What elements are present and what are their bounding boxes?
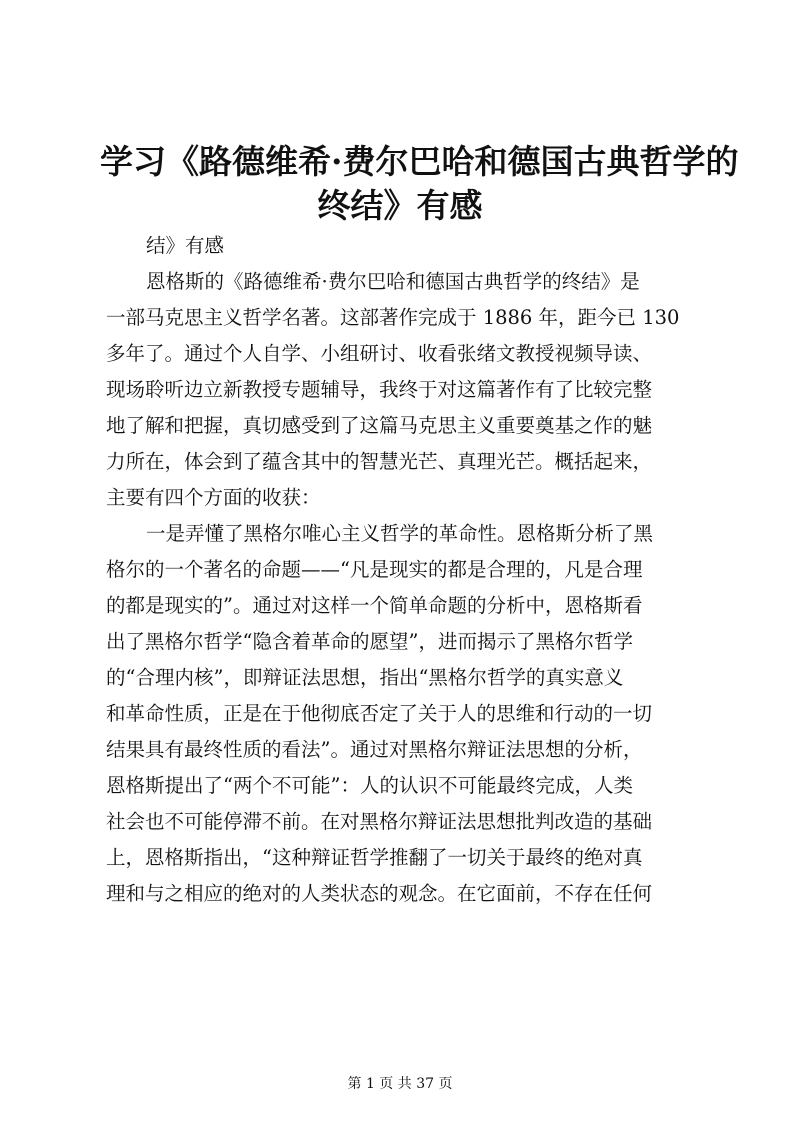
title-line: 终结》有感 (317, 186, 483, 225)
paragraph-line: 出了黑格尔哲学“隐含着革命的愿望”，进而揭示了黑格尔哲学 (106, 630, 633, 653)
paragraph-line: 理和与之相应的绝对的人类状态的观念。在它面前，不存在任何 (106, 882, 653, 905)
document-title (100, 140, 739, 228)
paragraph-line: 的“合理内核”，即辩证法思想，指出“黑格尔哲学的真实意义 (106, 666, 624, 689)
paragraph-line: 现场聆听边立新教授专题辅导，我终于对这篇著作有了比较完整 (106, 378, 653, 401)
paragraph-line: 一是弄懂了黑格尔唯心主义哲学的革命性。恩格斯分析了黑 (146, 522, 654, 545)
paragraph-line: 社会也不可能停滞不前。在对黑格尔辩证法思想批判改造的基础 (106, 810, 653, 833)
paragraph-line: 上，恩格斯指出，“这种辩证哲学推翻了一切关于最终的绝对真 (106, 846, 643, 869)
title-line: 学习《路德维希·费尔巴哈和德国古典哲学的 (100, 142, 739, 181)
paragraph-line: 恩格斯提出了“两个不可能”：人的认识不可能最终完成，人类 (106, 774, 633, 797)
paragraph-line: 地了解和把握，真切感受到了这篇马克思主义重要奠基之作的魅 (106, 414, 653, 437)
paragraph-line: 和革命性质，正是在于他彻底否定了关于人的思维和行动的一切 (106, 702, 653, 725)
document-body (106, 228, 696, 912)
paragraph-line: 格尔的一个著名的命题——“凡是现实的都是合理的，凡是合理 (106, 558, 643, 581)
paragraph-line: 结》有感 (146, 234, 225, 257)
paragraph-line: 的都是现实的”。通过对这样一个简单命题的分析中，恩格斯看 (106, 594, 643, 617)
paragraph-line: 恩格斯的《路德维希·费尔巴哈和德国古典哲学的终结》是 (146, 270, 640, 293)
paragraph-line: 结果具有最终性质的看法”。通过对黑格尔辩证法思想的分析， (106, 738, 643, 761)
paragraph-line: 一部马克思主义哲学名著。这部著作完成于 1886 年，距今已 130 (106, 306, 680, 329)
paragraph-line: 主要有四个方面的收获： (106, 486, 321, 509)
page-number-footer: 第 1 页 共 37 页 (347, 1076, 453, 1092)
paragraph-line: 多年了。通过个人自学、小组研讨、收看张绪文教授视频导读、 (106, 342, 653, 365)
paragraph-line: 力所在，体会到了蕴含其中的智慧光芒、真理光芒。概括起来， (106, 450, 653, 473)
